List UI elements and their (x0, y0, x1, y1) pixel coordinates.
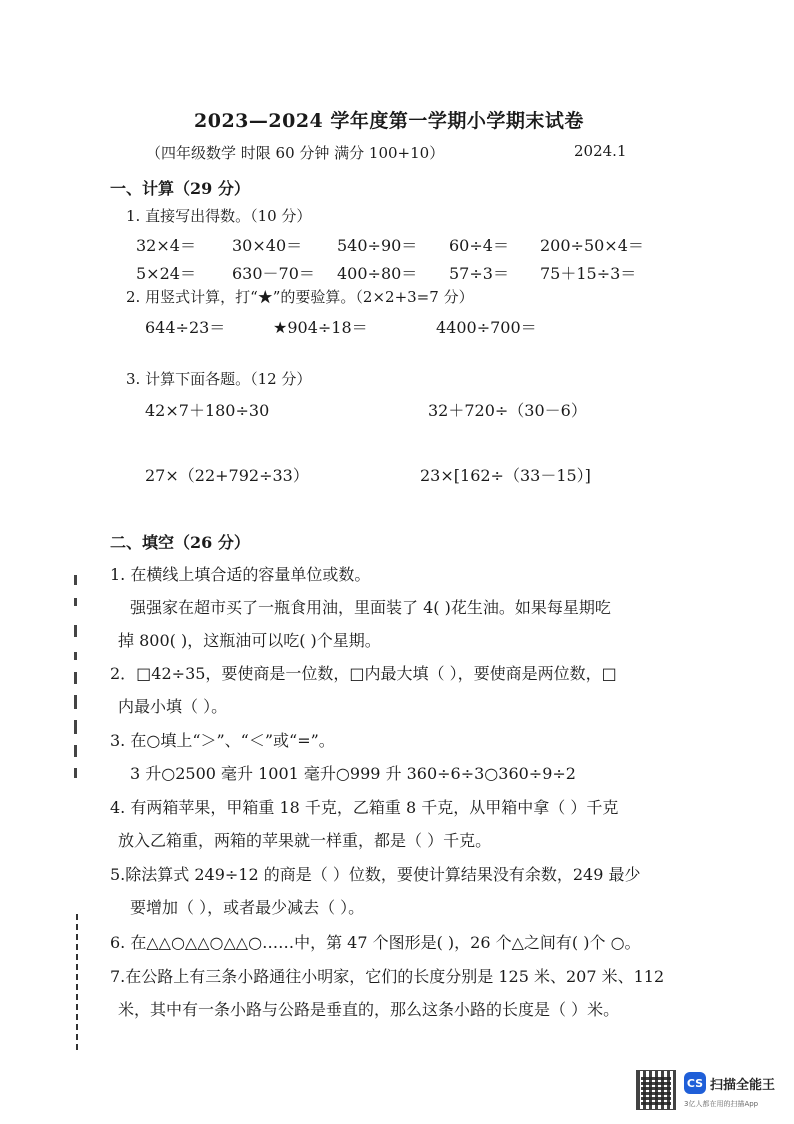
q3-item: 27×（22+792÷33） (145, 466, 309, 485)
q1-item: 200÷50×4＝ (540, 236, 644, 255)
q1-item: 60÷4＝ (449, 236, 509, 255)
fill-line: 3 升○2500 毫升 1001 毫升○999 升 360÷6÷3○360÷9÷2 (130, 764, 576, 783)
fill-line: 7.在公路上有三条小路通往小明家，它们的长度分别是 125 米、207 米、112 (110, 967, 665, 986)
camscanner-logo-icon: CS (684, 1072, 706, 1094)
q3-item: 42×7＋180÷30 (145, 401, 270, 420)
q1-label: 1. 直接写出得数。（10 分） (126, 207, 312, 225)
fill-line: 4. 有两箱苹果，甲箱重 18 千克，乙箱重 8 千克，从甲箱中拿（ ）千克 (110, 798, 619, 817)
camscanner-tagline: 3亿人都在用的扫描App (684, 1100, 759, 1108)
binding-mark (76, 910, 78, 1050)
q2-item: ★904÷18＝ (273, 318, 368, 337)
fill-line: 3. 在○填上“＞”、“＜”或“=”。 (110, 731, 335, 750)
exam-title: 2023—2024 学年度第一学期小学期末试卷 (194, 110, 584, 132)
fill-line: 1. 在横线上填合适的容量单位或数。 (110, 565, 371, 584)
exam-date: 2024.1 (574, 142, 627, 160)
binding-mark (74, 745, 77, 757)
q2-item: 4400÷700＝ (436, 318, 537, 337)
fill-line: 2．□42÷35，要使商是一位数，□内最大填（ ），要使商是两位数，□ (110, 664, 617, 683)
binding-mark (74, 598, 77, 606)
fill-line: 强强家在超市买了一瓶食用油，里面装了 4( )花生油。如果每星期吃 (130, 598, 611, 617)
fill-line: 6. 在△△○△△○△△○……中，第 47 个图形是( )，26 个△之间有( )个 ○。 (110, 933, 641, 952)
q1-item: 57÷3＝ (449, 264, 509, 283)
q3-label: 3. 计算下面各题。（12 分） (126, 370, 312, 388)
q1-item: 630－70＝ (232, 264, 315, 283)
q1-item: 540÷90＝ (337, 236, 418, 255)
q1-item: 75＋15÷3＝ (540, 264, 637, 283)
binding-mark (74, 768, 77, 778)
binding-mark (74, 575, 77, 585)
section1-heading: 一、计算（29 分） (110, 179, 250, 198)
binding-mark (74, 625, 77, 637)
section2-heading: 二、填空（26 分） (110, 533, 250, 552)
fill-line: 掉 800( )，这瓶油可以吃( )个星期。 (118, 631, 381, 650)
q1-item: 5×24＝ (136, 264, 196, 283)
fill-line: 要增加（ ），或者最少减去（ ）。 (130, 898, 365, 917)
q1-item: 400÷80＝ (337, 264, 418, 283)
camscanner-name: 扫描全能王 (710, 1078, 776, 1093)
binding-mark (74, 695, 77, 709)
q1-item: 32×4＝ (136, 236, 196, 255)
fill-line: 放入乙箱重，两箱的苹果就一样重，都是（ ）千克。 (118, 831, 492, 850)
binding-mark (74, 652, 77, 660)
q3-item: 32＋720÷（30－6） (428, 401, 587, 420)
exam-info: （四年级数学 时限 60 分钟 满分 100+10） (146, 144, 445, 162)
fill-line: 米，其中有一条小路与公路是垂直的，那么这条小路的长度是（ ）米。 (118, 1000, 620, 1019)
qr-code-icon (636, 1070, 676, 1110)
fill-line: 内最小填（ ）。 (118, 697, 228, 716)
q1-item: 30×40＝ (232, 236, 303, 255)
binding-mark (74, 672, 77, 684)
q2-label: 2. 用竖式计算，打“★”的要验算。（2×2+3=7 分） (126, 288, 474, 306)
q3-item: 23×[162÷（33－15）] (420, 466, 591, 485)
fill-line: 5.除法算式 249÷12 的商是（ ）位数，要使计算结果没有余数，249 最少 (110, 865, 641, 884)
binding-mark (74, 720, 77, 734)
q2-item: 644÷23＝ (145, 318, 226, 337)
